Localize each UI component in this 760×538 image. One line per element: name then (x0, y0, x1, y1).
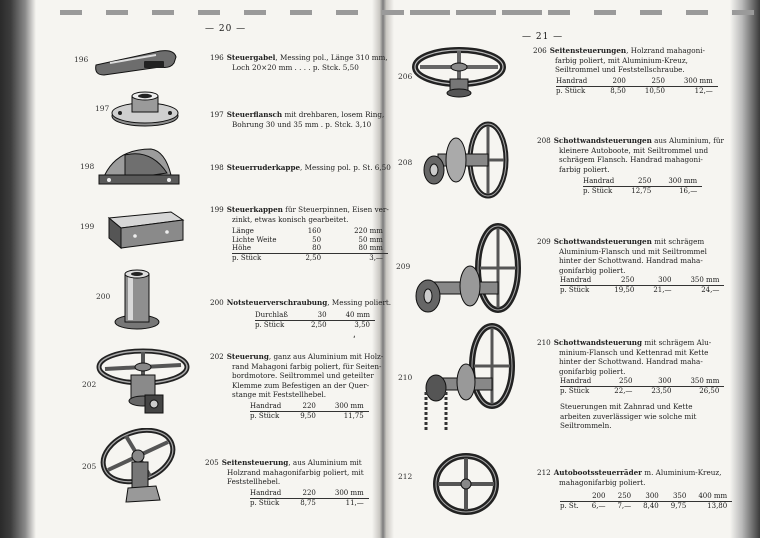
item-description-202: 202 Steuerung, ganz aus Aluminium mit Holz- rand Mahagoni farbig poliert, für Seiten- bordmotore. Seiltrommel und geteilter Klemme zum Befestigen an der Quer- stange mit Feststellhebel. (210, 352, 384, 400)
item-number-208: 208 (398, 158, 413, 167)
item-note-210: Steuerungen mit Zahnrad und Kette arbeiten zuverlässiger wie solche mit Seiltrommeln. (560, 402, 697, 431)
item-description-208: 208 Schottwandsteuerungen aus Aluminium, für kleinere Autoboote, mit Seiltrommel und schrägem Flansch. Handrad mahagoni- farbig poliert. (537, 136, 724, 174)
spec-table-208: Handrad 250 300 mm p. Stück 12,75 16,— (583, 177, 702, 195)
item-description-199: 199 Steuerkappen für Steuerpinnen, Eisen ver- zinkt, etwas konisch gearbeitet. (210, 205, 389, 224)
tiller-cap-icon (105, 206, 187, 250)
item-number-209: 209 (396, 262, 411, 271)
tiller-fork-icon (90, 45, 180, 79)
center-gutter (372, 0, 394, 538)
spec-table-206: Handrad 200 250 300 mm p. Stück 8,50 10,50 12,— (556, 77, 718, 95)
steering-wheel-drum-icon (95, 345, 191, 420)
item-number-212: 212 (398, 472, 413, 481)
spec-table-210: Handrad 250 300 350 mm p. Stück 22,— 23,50 26,50 (560, 377, 724, 395)
item-description-210: 210 Schottwandsteuerung mit schrägem Alu- minium-Flansch und Kettenrad mit Kette hinter der Schottwand. Handrad maha- gonifarbig poliert. (537, 338, 712, 376)
item-description-200: 200 Notsteuerverschraubung, Messing poliert. (210, 298, 392, 307)
right-binding-shadow (730, 0, 760, 538)
chain-steering-icon (418, 322, 523, 434)
item-description-206: 206 Seitensteuerungen, Holzrand mahagoni- farbig poliert, mit Aluminium-Kreuz, Seiltrommel und Feststellschraube. (533, 46, 705, 75)
rudder-flange-icon (110, 90, 180, 128)
item-description-196: 196 Steuergabel, Messing pol., Länge 310 mm, Loch 20×20 mm . . . . p. Stck. 5,50 (210, 53, 388, 72)
spec-table-205: Handrad 220 300 mm p. Stück 8,75 11,— (250, 489, 369, 507)
item-number-198: 198 (80, 162, 95, 171)
bulkhead-steering-icon (420, 118, 515, 208)
item-description-212: 212 Autobootssteuerräder m. Aluminium-Kreuz, mahagonifarbig poliert. (537, 468, 722, 487)
item-number-196: 196 (74, 55, 89, 64)
item-number-210: 210 (398, 373, 413, 382)
rudder-cap-icon (95, 145, 185, 190)
item-number-206: 206 (398, 72, 413, 81)
spec-table-200: Durchlaß 30 40 mm p. Stück 2,50 3,50 (255, 311, 375, 329)
spec-table-199: Länge 160 220 mm Lichte Weite 50 50 mm Höhe 80 80 mm p. Stück 2,50 3,— (232, 227, 388, 262)
item-description-197: 197 Steuerflansch mit drehbaren, losem Ring, Bohrung 30 und 35 mm . p. Stck. 3,10 (210, 110, 385, 129)
spec-table-209: Handrad 250 300 350 mm p. Stück 19,50 21,— 24,— (560, 276, 724, 294)
steering-wheel-drum-icon (412, 45, 507, 105)
item-description-205: 205 Seitensteuerung, aus Aluminium mit Holzrand mahagonifarbig poliert, mit Feststellhebel. (205, 458, 364, 487)
item-number-200: 200 (96, 292, 111, 301)
bulkhead-steering-icon (410, 220, 525, 320)
page-number-right: — 21 — (522, 32, 564, 42)
spec-table-212: 200 250 300 350 400 mm p. St. 6,— 7,— 8,40 9,75 13,80 (560, 492, 732, 510)
emergency-fitting-icon (112, 264, 162, 332)
spec-table-202: Handrad 220 300 mm p. Stück 9,50 11,75 (250, 402, 369, 420)
page-number-left: — 20 — (205, 24, 247, 34)
steering-wheel-icon (98, 428, 183, 508)
item-number-205: 205 (82, 462, 97, 471)
item-description-209: 209 Schottwandsteuerungen mit schrägem Aluminium-Flansch und mit Seiltrommel hinter der Schottwand. Handrad maha- gonifarbig poliert. (537, 237, 707, 275)
right-top-marks (410, 10, 760, 16)
item-number-202: 202 (82, 380, 97, 389)
item-number-199: 199 (80, 222, 95, 231)
wheel-with-cross-icon (432, 452, 500, 516)
item-description-198: 198 Steuerruderkappe, Messing pol. p. St. 6,50 (210, 163, 391, 172)
item-number-197: 197 (95, 104, 110, 113)
left-binding-shadow (0, 0, 36, 538)
pen-mark: ʹ (353, 336, 356, 346)
